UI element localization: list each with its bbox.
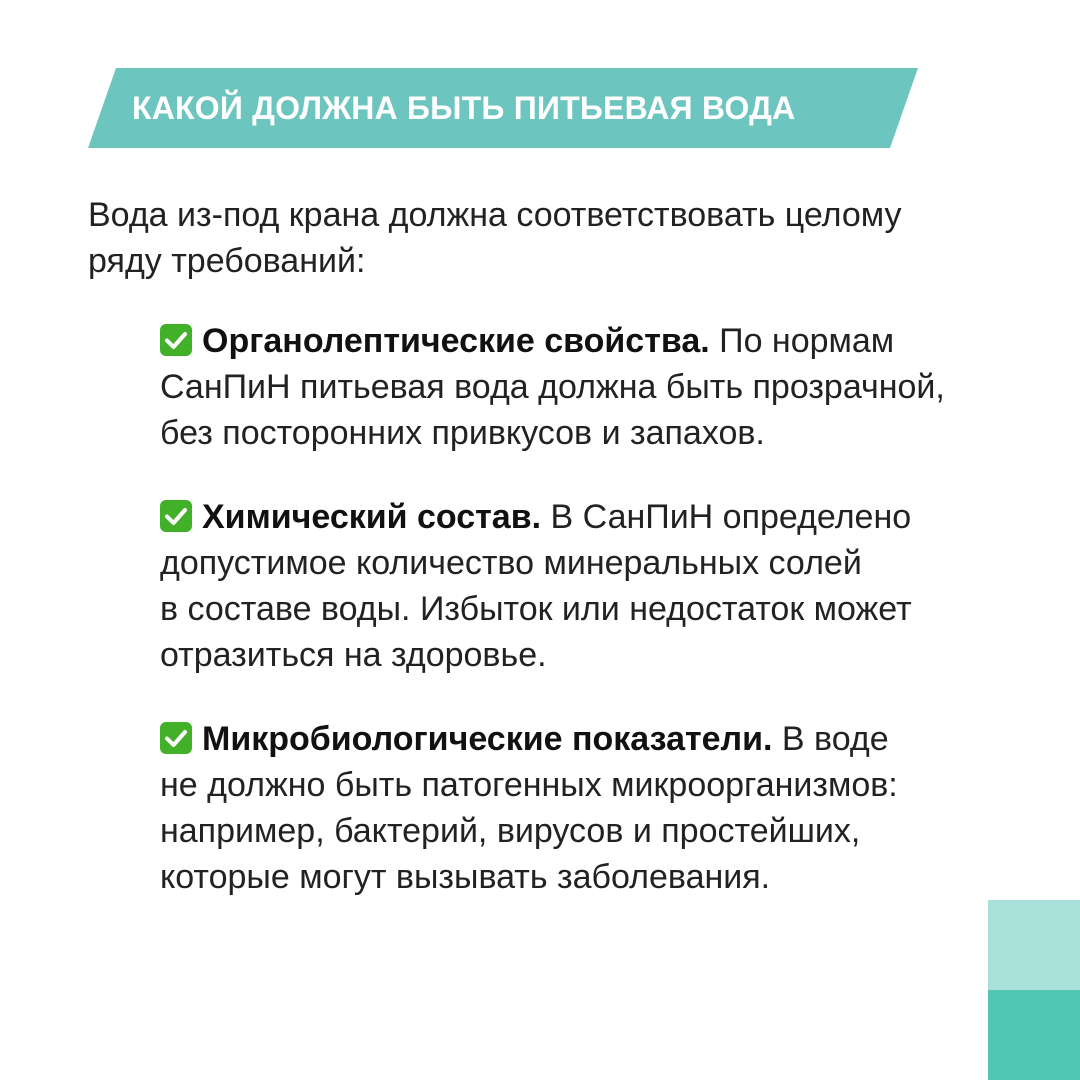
requirement-microbiological [160,716,1060,900]
check-mark-icon [160,324,192,356]
item-text: В СанПиН определено [541,498,912,536]
item-line: которые могут вызывать заболевания. [160,858,771,896]
item-line: например, бактерий, вирусов и простейших, [160,812,861,850]
intro-line: ряду требований: [88,242,366,280]
requirement-chemical [160,494,1060,678]
title-banner [88,68,918,148]
check-mark-icon [160,722,192,754]
item-first-line [160,716,1060,762]
item-lead: Микробиологические показатели. [202,720,773,758]
item-text: В воде [772,720,889,758]
item-lead: Органолептические свойства. [202,322,710,360]
item-line: допустимое количество минеральных солей [160,544,862,582]
item-line: без посторонних привкусов и запахов. [160,414,765,452]
intro-paragraph [88,192,1048,284]
item-line: СанПиН питьевая вода должна быть прозрачной, [160,368,945,406]
item-lead: Химический состав. [202,498,542,536]
item-line: в составе воды. Избыток или недостаток может [160,590,912,628]
item-line: не должно быть патогенных микроорганизмов: [160,766,898,804]
item-line: отразиться на здоровье. [160,636,547,674]
item-first-line [160,494,1060,540]
page-title: КАКОЙ ДОЛЖНА БЫТЬ ПИТЬЕВАЯ ВОДА [132,90,796,126]
requirement-organoleptic [160,318,1060,456]
check-mark-icon [160,500,192,532]
item-text: По нормам [709,322,895,360]
decor-block-light [988,900,1080,990]
intro-line: Вода из-под крана должна соответствовать целому [88,196,902,234]
item-first-line [160,318,1060,364]
decor-block-dark [988,990,1080,1080]
